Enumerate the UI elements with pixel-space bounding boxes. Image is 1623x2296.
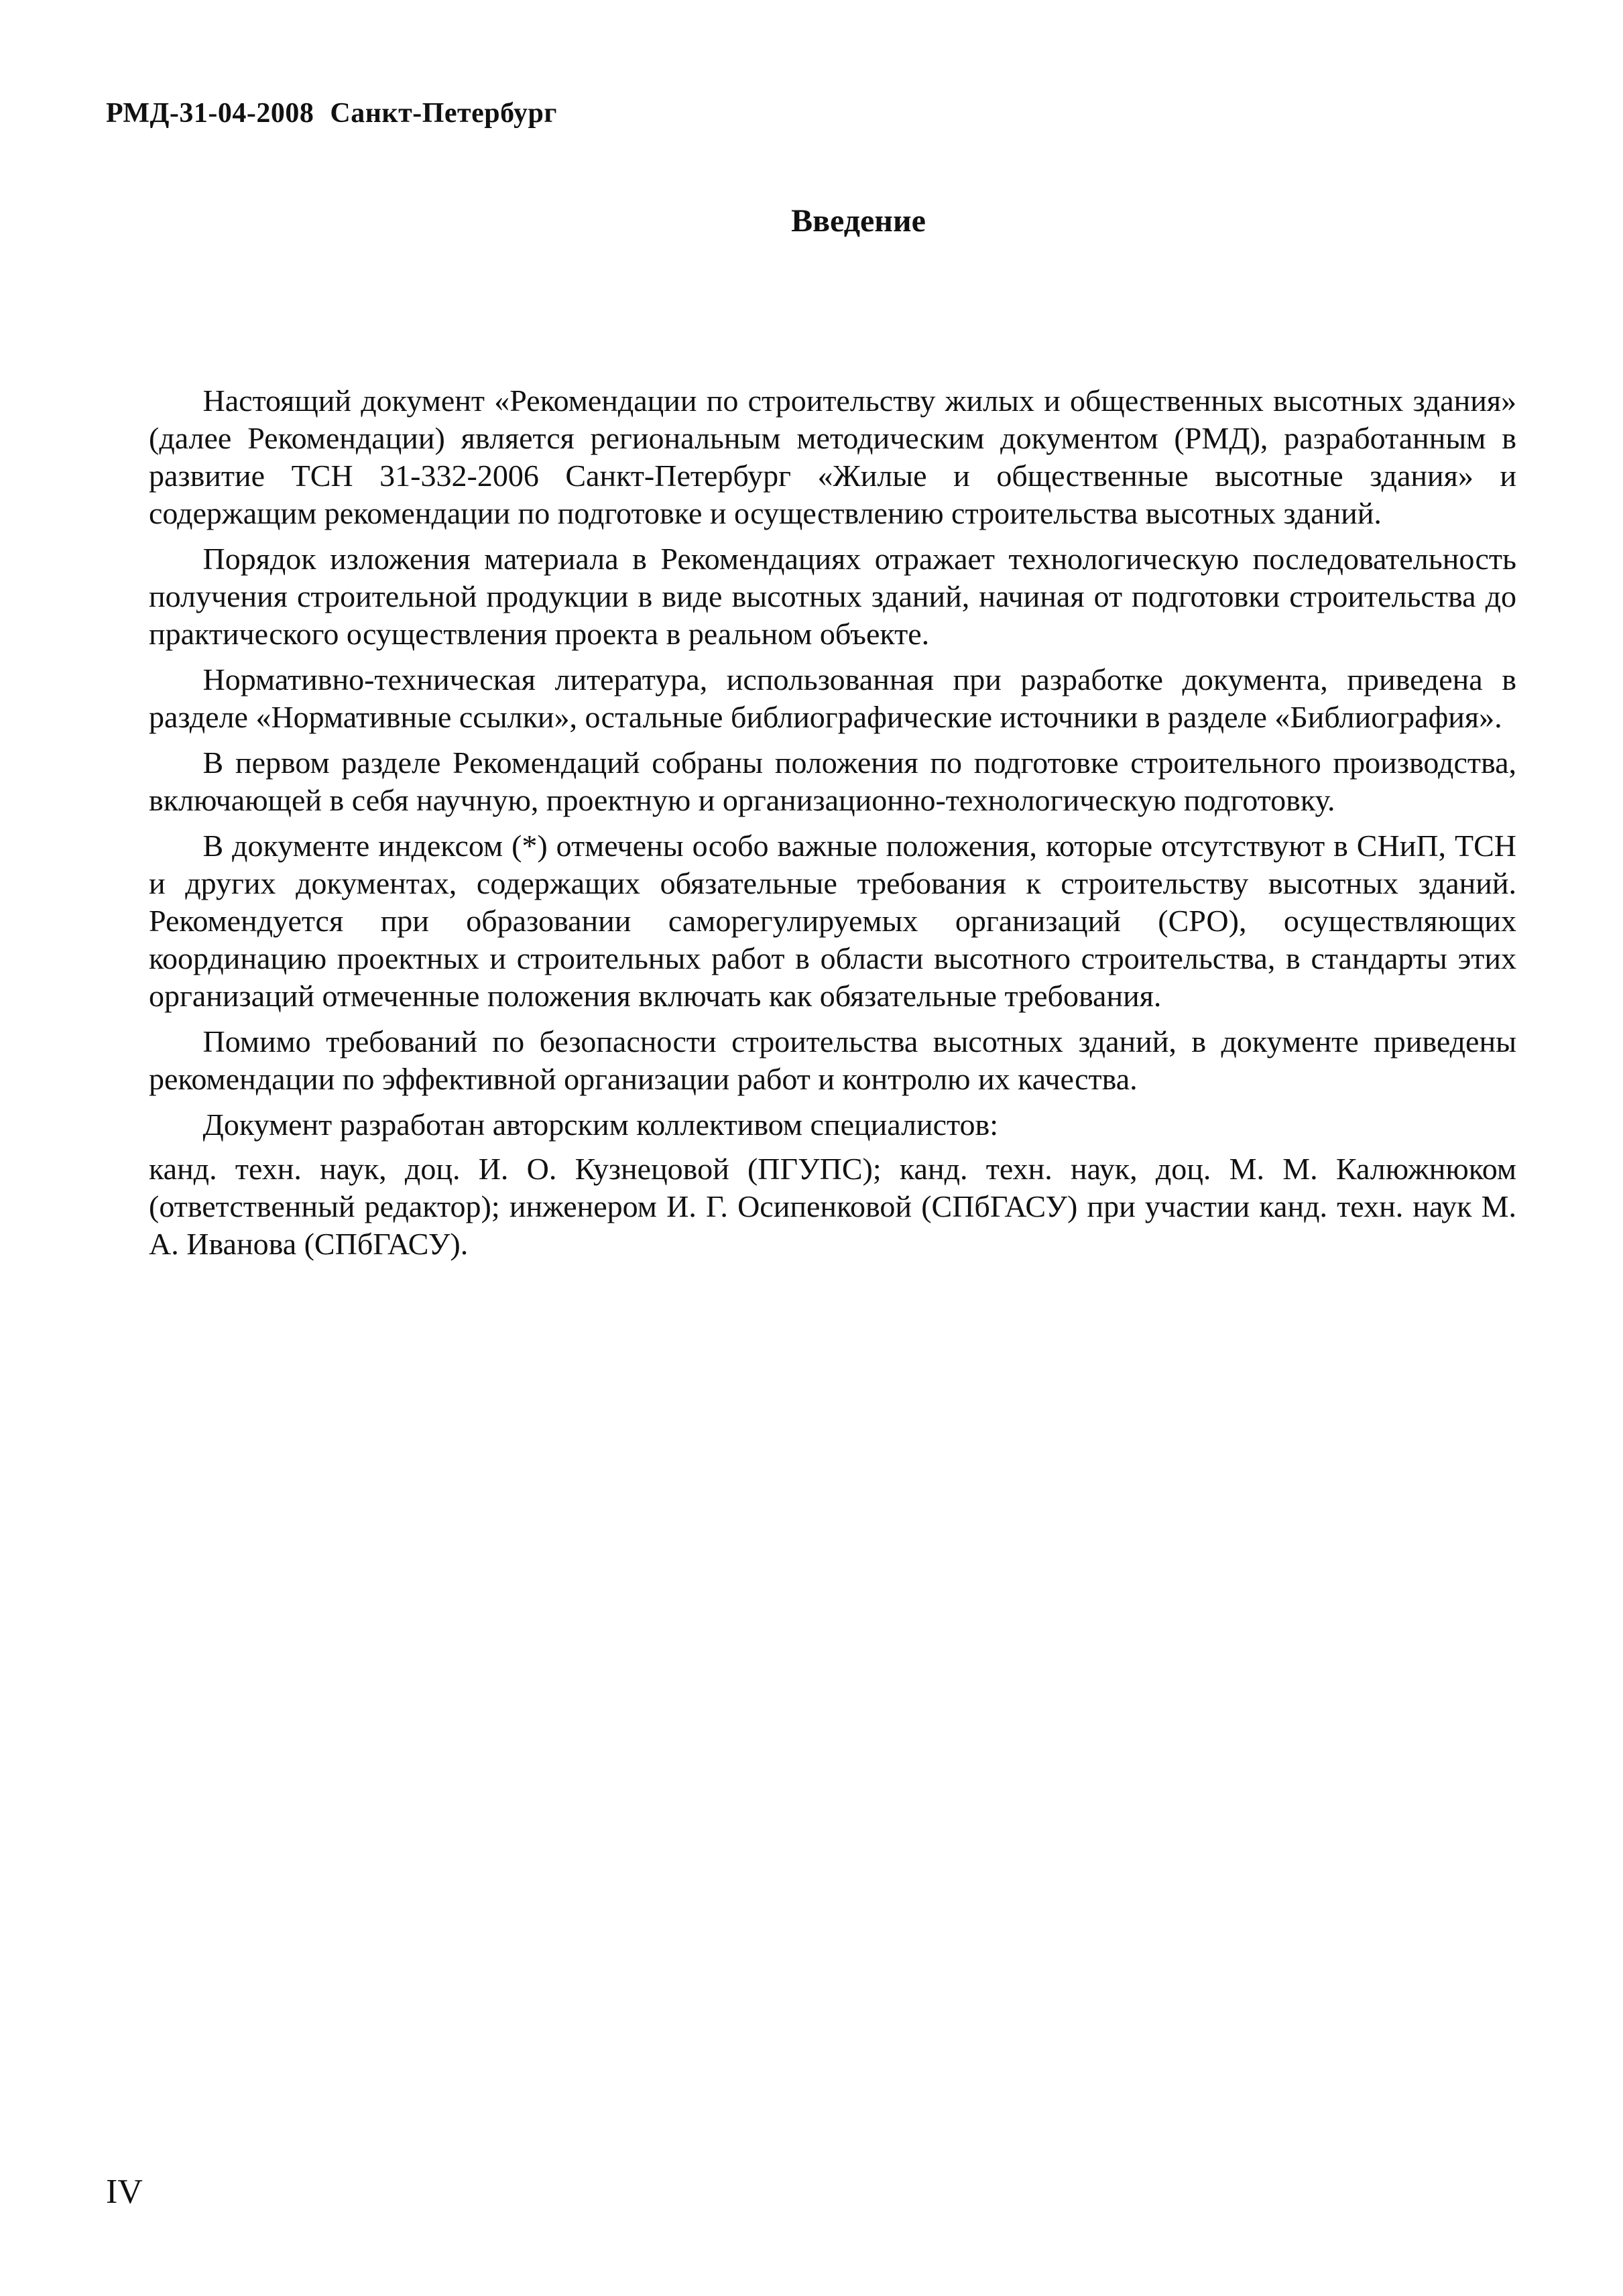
paragraph-6: Помимо требований по безопасности строительства высотных зданий, в документе приведены рекомендации по эффективной организации работ и контролю их качества. <box>149 1024 1516 1096</box>
paragraph-4: В первом разделе Рекомендаций собраны положения по подготовке строительного производства, включающей в себя научную, проектную и организационно-технологическую подготовку. <box>149 745 1516 817</box>
document-code: РМД-31-04-2008 <box>106 98 314 129</box>
paragraph-7: Документ разработан авторским коллективом специалистов: <box>202 1107 999 1142</box>
city-name: Санкт-Петербург <box>330 98 557 129</box>
paragraph-5: В документе индексом (*) отмечены особо важные положения, которые отсутствуют в СНиП, ТСН и других документах, содержащих обязательные требования к строительству высотных зданий. Рекомендуется при образовании саморегулируемых организаций (СРО), осуществляющих координацию проектных и строительных работ в области высотного строительства, в стандарты этих организаций отмеченные положения включать как обязательные требования. <box>149 829 1516 1013</box>
paragraph-2: Порядок изложения материала в Рекомендациях отражает технологическую последовательность получения строительной продукции в виде высотных зданий, начиная от подготовки строительства до практического осуществления проекта в реальном объекте. <box>149 542 1516 651</box>
body-text <box>149 382 1516 1271</box>
page-number: IV <box>106 2173 143 2211</box>
running-header <box>106 97 557 129</box>
paragraph-1: Настоящий документ «Рекомендации по строительству жилых и общественных высотных здания» (далее Рекомендации) является региональным методическим документом (РМД), разработанным в развитие ТСН 31-332-2006 Санкт-Петербург «Жилые и общественные высотные здания» и содержащим рекомендации по подготовке и осуществлению строительства высотных зданий. <box>149 383 1516 530</box>
section-title: Введение <box>791 203 926 239</box>
authors-list: канд. техн. наук, доц. И. О. Кузнецовой (ПГУПС); канд. техн. наук, доц. М. М. Калюжнюком (ответственный редактор); инженером И. Г. Осипенковой (СПбГАСУ) при участии канд. техн. наук М. А. Иванова (СПбГАСУ). <box>149 1152 1516 1261</box>
paragraph-3: Нормативно-техническая литература, использованная при разработке документа, приведена в разделе «Нормативные ссылки», остальные библиографические источники в разделе «Библиография». <box>149 662 1516 734</box>
